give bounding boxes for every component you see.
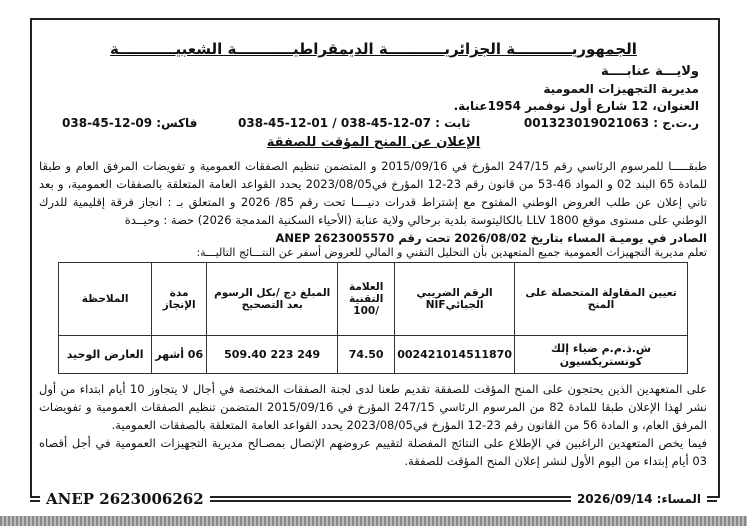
cell-amount: 249 223 509.40: [207, 336, 338, 374]
newspaper-date: 2026/09/14 :المساء: [571, 492, 707, 506]
rc-number: ر.ت.ج : 001323019021063: [523, 116, 699, 130]
republic-title: الجمهوريـــــــــــة الجزائريـــــــــــة الديمقراطيـــــــــــة الشعبيـــــــــــة: [110, 40, 637, 58]
column-header: العلامة التقنية /100: [338, 263, 395, 336]
directorate-name: مديرية التجهيزات العمومية: [543, 82, 699, 96]
phone-numbers: ثابت : 07-12-45-038 / 01-12-45-038: [238, 116, 471, 130]
column-header: تعيين المقاولة المتحصلة على المنح: [515, 263, 688, 336]
fax-number: فاكس: 09-12-45-038: [62, 116, 198, 130]
column-header: الرقم الضريبي الجبائيNIF: [395, 263, 515, 336]
cell-note: العارض الوحيد: [59, 336, 152, 374]
wilaya-name: ولايـــة عنابــــة: [601, 64, 699, 79]
scan-edge: [0, 516, 747, 526]
column-header: الملاحظة: [59, 263, 152, 336]
publication-line: الصادر في يوميـة المساء بتاريخ 2026/08/02 تحت رقم ANEP 2623005570: [275, 231, 707, 245]
cell-duration: 06 أشهر: [152, 336, 207, 374]
announcement-title: الإعلان عن المنح المؤقت للصفقة: [266, 135, 481, 150]
contact-paragraph: فيما يخص المتعهدين الراغبين في الإطلاع على النتائج المفصلة لتقييم عروضهم الإتصال بمصـالح مديرية التجهيزات العمومية في أجل أقصاه 03 أيام إبتداء من اليوم الأول لنشر إعلان المنح المؤقت للصفقة.: [39, 436, 707, 468]
column-header: مدة الإنجاز: [152, 263, 207, 336]
table-row: [59, 336, 688, 374]
cell-company: ش.ذ.م.م ضياء إلك كونستريكسيون: [515, 336, 688, 374]
table-header-row: [59, 263, 688, 336]
anep-reference: ANEP 2623006262: [40, 490, 210, 508]
cell-score: 74.50: [338, 336, 395, 374]
column-header: المبلغ دج /بكل الرسوم بعد التصحيح: [207, 263, 338, 336]
intro-paragraph: طبقـــــا للمرسوم الرئاسي رقم 247/15 المؤرخ في 2015/09/16 و المتضمن تنظيم الصفقات العمومية و تفويضات المرفق العام و طبقا للمادة 65 البند 02 و المواد 46-53 من قانون رقم 23-12 المؤرخ في2023/08/05 يحدد القواعد العامة المتعلقة بالصفقات العمومية، و بعد تاني إعلان عن طلب العروض الوطني المفتوح مع إشتراط قدرات دنيــــا تحت رقم 85/ 2026 و المتعلق بـ : انجاز فرقة إقليمية للدرك الوطني على مستوى موقع 1800 LLV بالكاليتوسة بلدية برحالي ولاية عنابة (الأحياء السكنية المدمجة 2026) حصة : وحيــدة: [39, 159, 707, 227]
results-intro: تعلم مديرية التجهيزات العمومية جميع المتعهدين بأن التحليل التقني و المالي للعروض أسفر عن النتـــائج التاليـــة:: [196, 246, 707, 259]
appeal-paragraph: على المتعهدين الذين يحتجون على المنح المؤقت للصفقة تقديم طعنا لدى لجنة الصفقات المختصة في أجال لا يتجاوز 10 أيام ابتداء من أول نشر لهذا الإعلان طبقا للمادة 82 من المرسوم الرئاسي 247/15 المؤرخ في 2015/09/16 المتضمن تنظيم الصفقات العمومية و تفويضات المرفق العام، و المادة 56 من القانون رقم 23-12 المؤرخ في2023/08/05 يحدد القواعد العامة المتعلقة بالصفقات العمومية.: [39, 382, 707, 432]
cell-nif: 002421014511870: [395, 336, 515, 374]
address: العنوان، 12 شارع أول نوفمبر 1954عنابة.: [453, 99, 699, 113]
results-table: [58, 262, 688, 374]
